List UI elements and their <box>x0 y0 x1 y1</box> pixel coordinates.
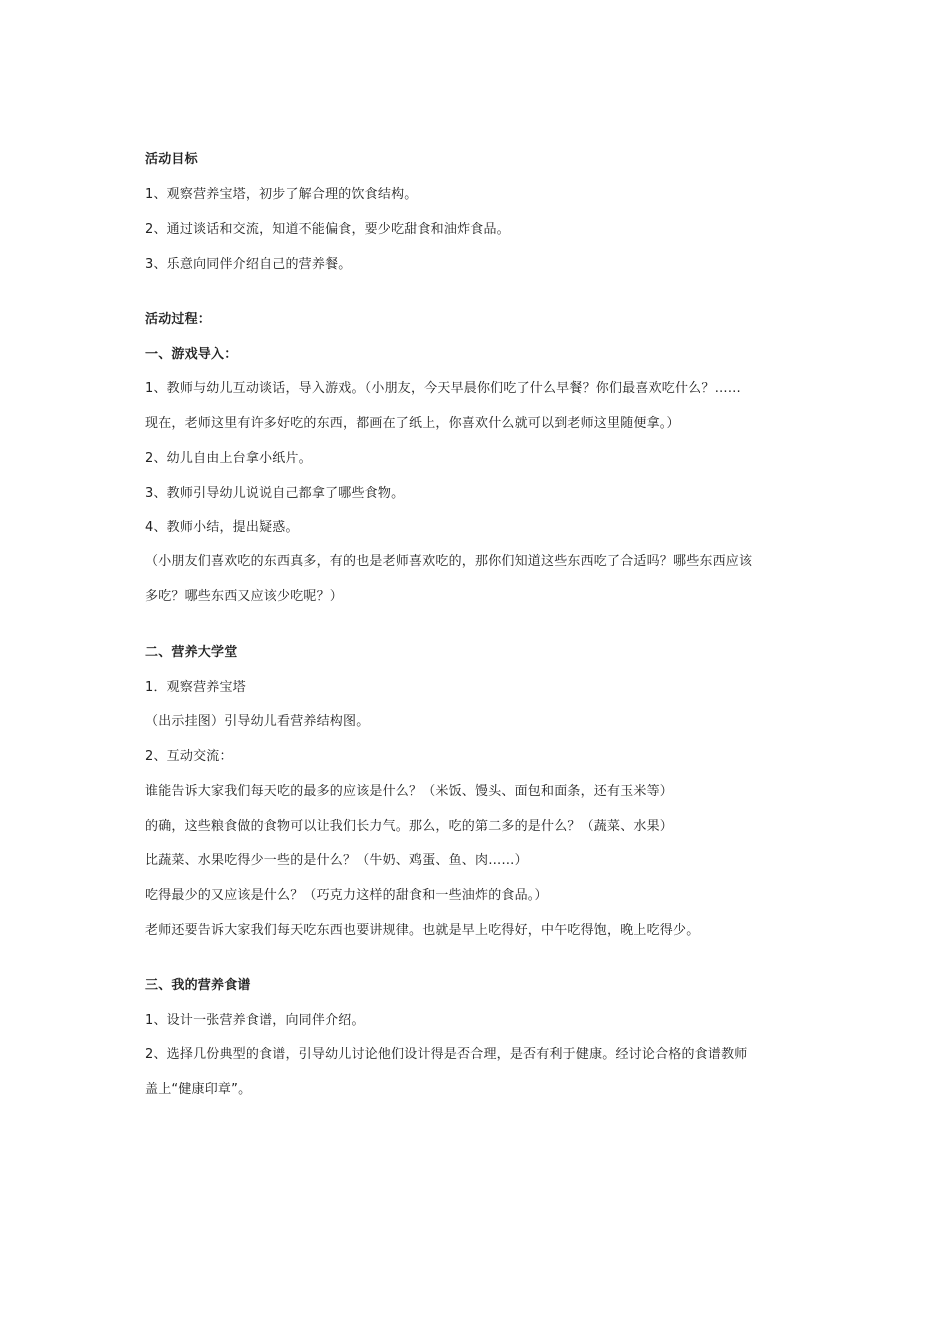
part1-line-2: 现在，老师这里有许多好吃的东西，都画在了纸上，你喜欢什么就可以到老师这里随便拿。） <box>145 416 680 431</box>
part2-line-3: 2、互动交流： <box>145 749 233 764</box>
goal-item-2: 2、通过谈话和交流，知道不能偏食，要少吃甜食和油炸食品。 <box>145 222 510 237</box>
part3-line-2: 2、选择几份典型的食谱，引导幼儿讨论他们设计得是否合理，是否有利于健康。经讨论合格的食谱教师 <box>145 1047 748 1062</box>
part1-line-3: 2、幼儿自由上台拿小纸片。 <box>145 451 312 466</box>
part1-line-4: 3、教师引导幼儿说说自己都拿了哪些食物。 <box>145 486 405 501</box>
part2-line-5: 的确，这些粮食做的食物可以让我们长力气。那么，吃的第二多的是什么？（蔬菜、水果） <box>145 819 674 834</box>
part1-line-7: 多吃？哪些东西又应该少吃呢？） <box>145 589 344 604</box>
goals-heading: 活动目标 <box>145 152 198 167</box>
part2-line-2: （出示挂图）引导幼儿看营养结构图。 <box>145 714 370 729</box>
part1-line-1: 1、教师与幼儿互动谈话，导入游戏。（小朋友，今天早晨你们吃了什么早餐？你们最喜欢吃什么？…… <box>145 381 741 396</box>
part2-line-4: 谁能告诉大家我们每天吃的最多的应该是什么？（米饭、馒头、面包和面条，还有玉米等） <box>145 784 674 799</box>
part2-line-8: 老师还要告诉大家我们每天吃东西也要讲规律。也就是早上吃得好，中午吃得饱，晚上吃得少。 <box>145 923 700 938</box>
goal-item-1: 1、观察营养宝塔，初步了解合理的饮食结构。 <box>145 187 418 202</box>
part1-line-5: 4、教师小结，提出疑惑。 <box>145 520 299 535</box>
part3-line-3: 盖上“健康印章”。 <box>145 1082 252 1097</box>
part3-line-1: 1、设计一张营养食谱，向同伴介绍。 <box>145 1013 365 1028</box>
part2-line-1: 1．观察营养宝塔 <box>145 680 246 695</box>
part3-heading: 三、我的营养食谱 <box>145 978 251 993</box>
part1-line-6: （小朋友们喜欢吃的东西真多，有的也是老师喜欢吃的，那你们知道这些东西吃了合适吗？哪些东西应该 <box>145 554 753 569</box>
part2-heading: 二、营养大学堂 <box>145 645 238 660</box>
goal-item-3: 3、乐意向同伴介绍自己的营养餐。 <box>145 257 352 272</box>
process-heading: 活动过程： <box>145 312 212 327</box>
part1-heading: 一、游戏导入： <box>145 347 238 362</box>
part2-line-6: 比蔬菜、水果吃得少一些的是什么？（牛奶、鸡蛋、鱼、肉……） <box>145 853 528 868</box>
part2-line-7: 吃得最少的又应该是什么？（巧克力这样的甜食和一些油炸的食品。） <box>145 888 548 903</box>
